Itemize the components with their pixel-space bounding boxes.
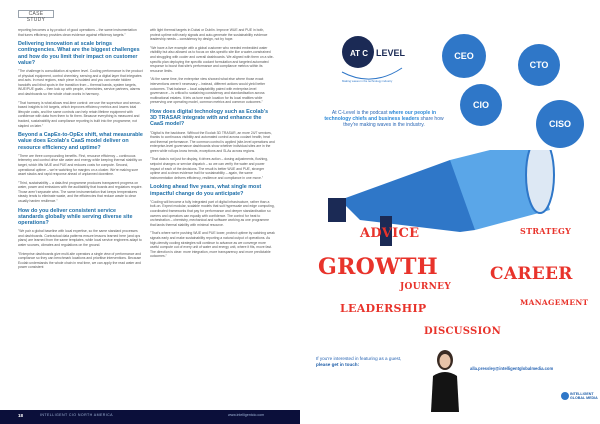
paragraph: "That data is not just for display, it drives action – dosing adjustments, flushing, setpoint changes or service dispatch – so we can verify the water and power impact of each of the decisions. The result is better WUE and PUE, stronger uptime and a clean evidence trail for sustainability – again, the same instrumentation delivers efficiency, resilience and compliance in one move." — [150, 157, 268, 180]
contact-email-link[interactable]: alla.pressley@intelligentglobalmedia.com — [470, 366, 554, 371]
paragraph: "That's where we're pushing WUE and PUE lower, protect uptime by catching weak signals early and make sustainability reporting a natural output of operations. As high-density cooling strategies will continue to advance as we converge more useful compute out of every unit of water and energy unit, where it fits, move fast. The direction is clear: more integration, more transparency and more predictable outcomes." — [150, 231, 275, 259]
bubble-ceo: CEO — [442, 34, 486, 78]
word-advice: ADVICE — [360, 226, 420, 241]
megaphone-icon — [300, 150, 600, 270]
im-brand-text — [570, 392, 598, 400]
tagline-emphasis: where our people in technology chiefs and business leaders — [324, 110, 437, 123]
logo-prefix: AT C — [350, 49, 369, 58]
word-career: CAREER — [490, 264, 573, 284]
paragraph: "Enterprise dashboards give multi-site operators a single view of performance and compliance so they can benchmark locations and prioritise interventions. Because Ecolab understands the whole chain in real time, we can apply the read water and power consistent — [18, 251, 142, 270]
page-number: 18 — [18, 413, 24, 418]
publication-name: INTELLIGENT CIO NORTH AMERICA — [40, 413, 113, 417]
paragraph: "Digital is the backbone. Without the Ecolab 3D TRASAR, an more 24/7 services, thanks to continuous visibility and automated control across coolant health, heat and thermal performance. The common control is applied (site-level operations and enterprise-level governance dashboards show whether individual sites are in the green while rollups know trends, exceptions and SLAs across regions. — [150, 130, 275, 153]
case-study-tag: CASE STUDY — [18, 10, 54, 18]
tagline-text-end: share how they're making waves in the industry. — [343, 116, 444, 129]
at-c-level-logo — [336, 28, 406, 88]
logo-brand: LEVEL — [376, 48, 406, 58]
paragraph: "We have a live example with a global customer who needed embedded water visibility but also allowed us to focus on site-specific site like a water-constrained and struggling with cooler and overall dashboards. We aligned with them on a site-specific plan deploying the specific coolant formulation and targeted automated response to boost that site's performance and compliance metrics within its resource limits. — [150, 45, 274, 73]
question-heading: How does digital technology such as Ecolab's 3D TRASAR integrate with and enhance the CaaS model? — [150, 108, 269, 128]
paragraph: "That harmony is what allows real-time control: we use the supervisor and sensor-based insights to hit targets, which improves efficiency metrics and lowers total lifecycle costs, and the same controls can help retain lifetime equipment with confidence with data from them to fix them. Because everything is measured and tracked, sustainability and compliance reporting is built into the programme, not stapled on later." — [18, 100, 141, 128]
question-heading: How do you deliver consistent service standards globally while serving diverse site operations? — [18, 207, 133, 227]
question-heading: Beyond a CapEx-to-OpEx shift, what measurable value does Ecolab's CaaS model deliver on resource efficiency and uptime? — [18, 132, 143, 151]
word-leadership: LEADERSHIP — [340, 302, 427, 315]
question-heading: Delivering innovation at scale brings contingencies. What are the biggest challenges and how do you limit their impact on customer value? — [18, 41, 140, 66]
word-management: MANAGEMENT — [520, 298, 589, 307]
logo-arc-text: Making waves in the technology industry — [342, 79, 393, 83]
word-strategy: STRATEGY — [520, 226, 572, 236]
word-growth: GROWTH — [318, 254, 438, 280]
bubble-cio: CIO — [460, 84, 502, 126]
word-discussion: DISCUSSION — [424, 326, 502, 337]
bubble-ciso: CISO — [536, 100, 584, 148]
question-heading: Looking ahead five years, what single most impactful change do you anticipate? — [150, 184, 262, 197]
paragraph: "Third, sustainability – a data-first programme produces transparent progress on water, power and emissions with the auditability that boards and regulators require. Those aren't separate wins. The same instrumentation that keeps temperatures steady tends to eliminate waste, and the efficiencies that reduce waste to clear usually harden resilience." — [18, 180, 143, 204]
paragraph: reporting becomes a by-product of good operations – the same instrumentation that tunes efficiency provides clean evidence against efficiency targets." — [18, 28, 137, 37]
advert-page — [300, 0, 600, 424]
bubble-cto: CTO — [518, 44, 560, 86]
cta-emphasis: please get in touch: — [316, 362, 360, 367]
cta-text: If you're interested in featuring as a guest, — [316, 356, 402, 361]
paragraph: with light thermal targets in Dubai or Dublin. Improve WUE and PUE in both, protect uptime with early signals and auto-generate the sustainability evidence leadership needs – consistency by design, not by hope. — [150, 28, 268, 42]
paragraph: "Cooling will become a fully integrated part of digital infrastructure, rather than a bolt-on. Expect modular, scalable models that suit hyperscale and edge computing, coordinated frameworks that pay for performance and deeper standardisation so owners and operators can equally with confidence. The control for heat to orchestration – chemistry, mechanical and software working as one programme that lands thermal stability with minimal resource. — [150, 199, 275, 227]
paragraph: "There are three compounding benefits. First, resource efficiency – continuous telemetry and control drive site water and energy while keeping thermal stability on target, which lifts WUE and PUE and reduces costs for compute. Second, operational uptime – we're watching for margins on a cluster. We're making sure asset stacks and rapid response ahead of unplanned downtime. — [18, 153, 143, 177]
paragraph: "We pair a global baseline with local expertise, so the same standard processes and dashboards. Contractual data patterns ensure lessons learned here (and ops plans) are learned from the same templates, while local service engineers adapt to water sources, climates and regulations on the ground. — [18, 229, 142, 248]
website-link[interactable]: www.intelligentcio.com — [228, 413, 265, 417]
guest-call-to-action — [316, 356, 416, 368]
tagline-text: At C-Level is the podcast — [331, 110, 389, 116]
podcast-tagline — [324, 110, 444, 129]
im-brand-line2: GLOBAL MEDIA — [570, 396, 598, 400]
presenter-portrait — [427, 346, 463, 412]
paragraph: "At the same time, the enterprise view showed what else where those exact interventions weren't necessary – instead, different actions would yield better outcomes. That balance – local adaptability paired with enterprise-level governance – is critical to sustaining consistency and standardisation across multinational estates. It lets us tune each location for its local realities while preserving one operating model, common metrics and common outcomes." — [150, 77, 266, 105]
word-journey: JOURNEY — [400, 282, 452, 292]
article-column-2 — [150, 28, 275, 263]
paragraph: "The challenge is consolidation at system level. Cooling performance is the product of physical equipment, control chemistry, sensing and a digital layer that integrates and acts. In most regions, each piece is isolated and you can create hidden handoffs and blind spots in the transition from – thermal bands, system targets, WUE/PUE goals – then lock up with people, chemistries, service partners, alarms and dashboards so the whole chain works in harmony. — [18, 69, 143, 96]
article-column-1 — [18, 28, 143, 274]
im-brand-line1: INTELLIGENT — [570, 392, 594, 396]
